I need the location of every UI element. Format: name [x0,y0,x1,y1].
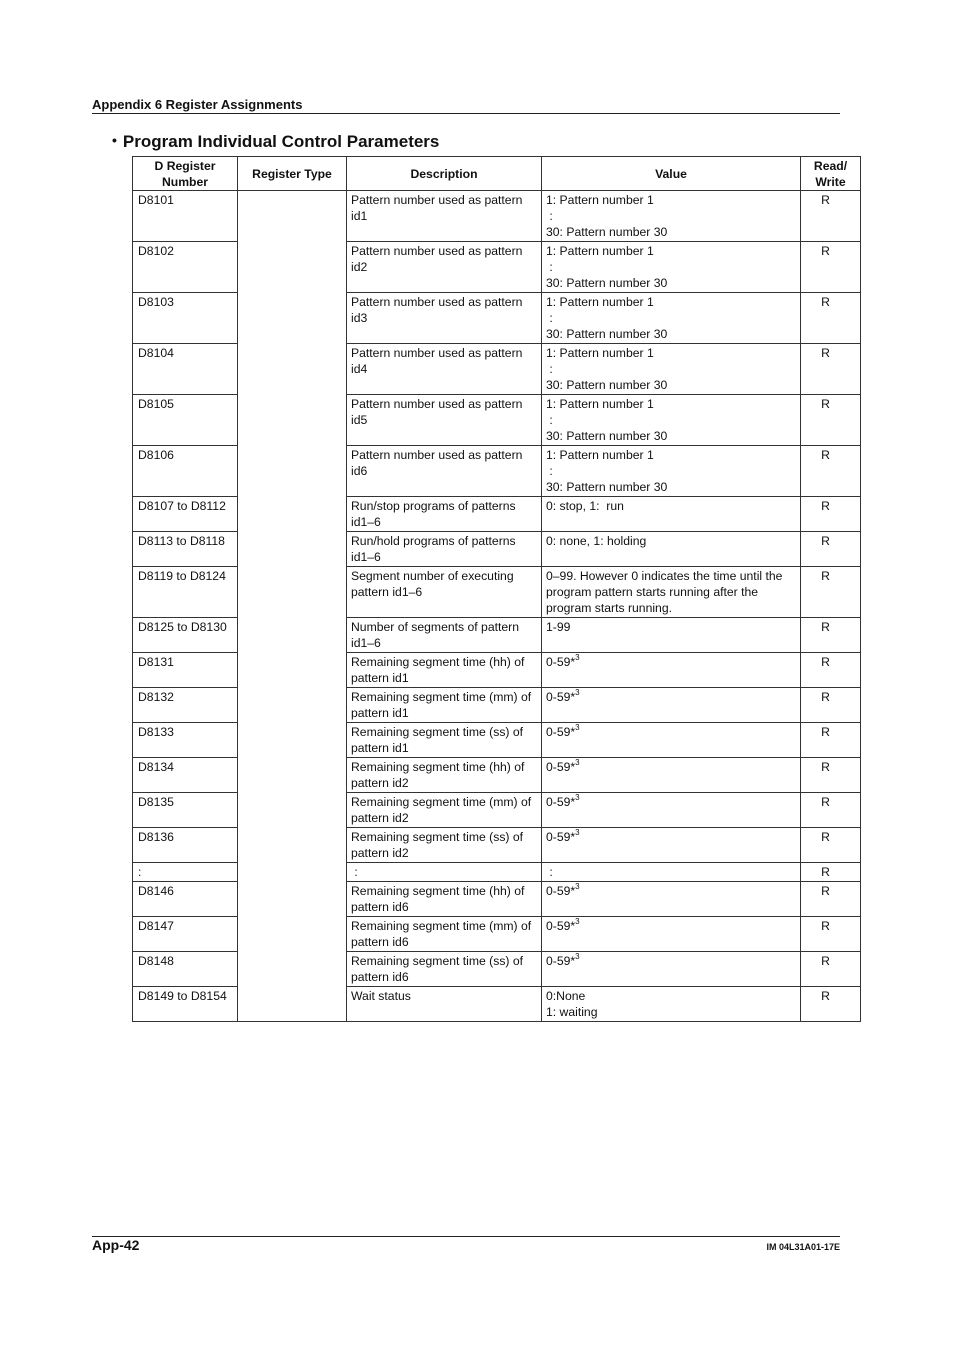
value-line: 1: Pattern number 1 [546,244,654,258]
value-line: 0: none, 1: holding [546,534,647,548]
description-cell: : [347,863,542,882]
register-number-cell: D8148 [133,952,238,987]
value-line: : [546,260,553,274]
table-row [133,191,861,242]
value-line: 1: Pattern number 1 [546,346,654,360]
value-line: : [546,311,553,325]
description-cell: Remaining segment time (hh) of pattern id6 [347,882,542,917]
register-number-cell: D8104 [133,344,238,395]
value-line: : [546,413,553,427]
value-cell [542,882,801,917]
read-write-cell: R [801,917,861,952]
register-number-cell: D8106 [133,446,238,497]
read-write-cell: R [801,567,861,618]
footnote-marker: 3 [575,687,580,697]
value-cell [542,395,801,446]
footnote-marker: 3 [575,881,580,891]
read-write-cell: R [801,191,861,242]
description-cell: Pattern number used as pattern id1 [347,191,542,242]
read-write-cell: R [801,395,861,446]
description-cell: Remaining segment time (ss) of pattern id2 [347,828,542,863]
register-number-cell: D8105 [133,395,238,446]
value-cell [542,344,801,395]
bullet-icon: • [112,132,117,148]
register-number-cell: D8107 to D8112 [133,497,238,532]
description-cell: Pattern number used as pattern id3 [347,293,542,344]
description-cell: Pattern number used as pattern id4 [347,344,542,395]
read-write-cell: R [801,863,861,882]
description-cell: Number of segments of pattern id1–6 [347,618,542,653]
value-cell [542,758,801,793]
col-header-type: Register Type [238,157,347,191]
description-cell: Run/hold programs of patterns id1–6 [347,532,542,567]
footnote-marker: 3 [575,951,580,961]
value-text: 0-59* [546,795,576,809]
value-cell [542,191,801,242]
read-write-cell: R [801,723,861,758]
col-header-value: Value [542,157,801,191]
value-line: 30: Pattern number 30 [546,276,668,290]
value-line: 1: waiting [546,1005,598,1019]
register-number-cell: D8125 to D8130 [133,618,238,653]
value-line: 30: Pattern number 30 [546,378,668,392]
description-cell: Wait status [347,987,542,1022]
description-cell: Remaining segment time (mm) of pattern id1 [347,688,542,723]
read-write-cell: R [801,828,861,863]
description-cell: Remaining segment time (ss) of pattern id1 [347,723,542,758]
read-write-cell: R [801,618,861,653]
value-text: 0-59* [546,760,576,774]
value-line: 0: stop, 1: run [546,499,624,513]
read-write-cell: R [801,758,861,793]
value-cell [542,242,801,293]
register-number-cell: : [133,863,238,882]
value-cell [542,446,801,497]
footnote-marker: 3 [575,722,580,732]
read-write-cell: R [801,532,861,567]
description-cell: Pattern number used as pattern id6 [347,446,542,497]
table-header-row [133,157,861,191]
footnote-marker: 3 [575,757,580,767]
register-number-cell: D8119 to D8124 [133,567,238,618]
description-cell: Remaining segment time (mm) of pattern id6 [347,917,542,952]
register-number-cell: D8146 [133,882,238,917]
description-cell: Remaining segment time (hh) of pattern id1 [347,653,542,688]
value-line: : [546,209,553,223]
value-cell [542,688,801,723]
register-number-cell: D8103 [133,293,238,344]
description-cell: Remaining segment time (hh) of pattern id2 [347,758,542,793]
value-text: 0-59* [546,830,576,844]
read-write-cell: R [801,344,861,395]
value-line: 1: Pattern number 1 [546,193,654,207]
register-number-cell: D8102 [133,242,238,293]
value-cell [542,618,801,653]
footnote-marker: 3 [575,652,580,662]
col-header-description: Description [347,157,542,191]
value-cell [542,497,801,532]
header-title: Appendix 6 Register Assignments [92,97,303,112]
description-cell: Remaining segment time (ss) of pattern id6 [347,952,542,987]
read-write-cell: R [801,242,861,293]
value-cell [542,567,801,618]
value-text: 0–99. However 0 indicates the time until the program pattern starts running after the program starts running. [546,569,783,615]
register-type-cell [238,191,347,1022]
register-number-cell: D8149 to D8154 [133,987,238,1022]
read-write-cell: R [801,497,861,532]
read-write-cell: R [801,688,861,723]
value-line: 1: Pattern number 1 [546,295,654,309]
description-cell: Pattern number used as pattern id5 [347,395,542,446]
value-cell [542,293,801,344]
page-number: App-42 [92,1237,140,1253]
value-cell [542,987,801,1022]
value-cell [542,532,801,567]
value-text: 0-59* [546,884,576,898]
value-text: 0-59* [546,919,576,933]
description-cell: Remaining segment time (mm) of pattern id2 [347,793,542,828]
document-code: IM 04L31A01-17E [766,1242,840,1252]
read-write-cell: R [801,793,861,828]
section-title: Program Individual Control Parameters [122,132,440,151]
value-line: : [546,362,553,376]
footnote-marker: 3 [575,827,580,837]
col-header-number: D Register Number [133,157,238,191]
read-write-cell: R [801,987,861,1022]
value-cell [542,952,801,987]
description-cell: Pattern number used as pattern id2 [347,242,542,293]
register-number-cell: D8101 [133,191,238,242]
register-number-cell: D8132 [133,688,238,723]
value-line: 0:None [546,989,586,1003]
value-text: 0-59* [546,655,576,669]
value-cell [542,653,801,688]
value-cell [542,723,801,758]
register-number-cell: D8147 [133,917,238,952]
value-text: 0-59* [546,690,576,704]
value-cell [542,917,801,952]
value-text: 0-59* [546,954,576,968]
register-number-cell: D8131 [133,653,238,688]
value-line: 1-99 [546,620,571,634]
value-text: 0-59* [546,725,576,739]
register-number-cell: D8135 [133,793,238,828]
value-line: : [546,464,553,478]
read-write-cell: R [801,653,861,688]
description-cell: Run/stop programs of patterns id1–6 [347,497,542,532]
value-line: 30: Pattern number 30 [546,480,668,494]
value-line: 1: Pattern number 1 [546,397,654,411]
value-cell [542,828,801,863]
footer-rule [92,1236,840,1237]
register-number-cell: D8113 to D8118 [133,532,238,567]
value-line: : [546,865,553,879]
register-number-cell: D8136 [133,828,238,863]
page-header [92,96,840,114]
section-heading [112,131,439,153]
value-line: 30: Pattern number 30 [546,225,668,239]
footnote-marker: 3 [575,792,580,802]
register-number-cell: D8133 [133,723,238,758]
value-line: 30: Pattern number 30 [546,327,668,341]
value-cell [542,793,801,828]
read-write-cell: R [801,293,861,344]
read-write-cell: R [801,882,861,917]
value-line: 1: Pattern number 1 [546,448,654,462]
footnote-marker: 3 [575,916,580,926]
table-body [133,191,861,1022]
col-header-rw: Read/ Write [801,157,861,191]
register-number-cell: D8134 [133,758,238,793]
value-line: 30: Pattern number 30 [546,429,668,443]
description-cell: Segment number of executing pattern id1–6 [347,567,542,618]
read-write-cell: R [801,446,861,497]
read-write-cell: R [801,952,861,987]
value-cell [542,863,801,882]
register-table [132,156,861,1022]
